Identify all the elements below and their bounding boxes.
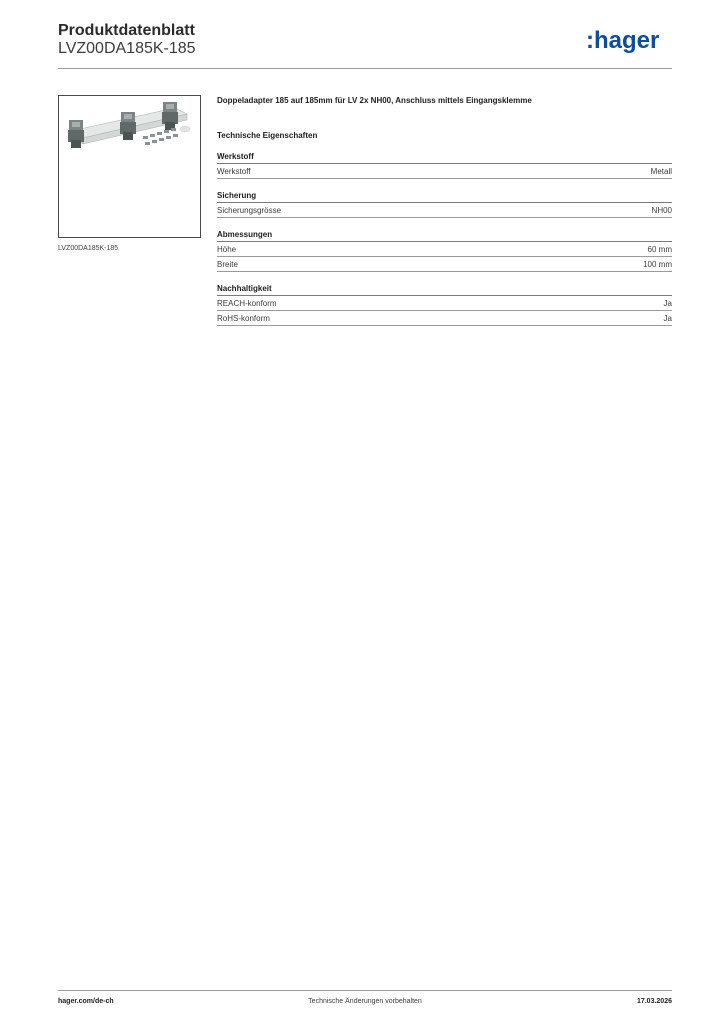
document-date: 17.03.2026 bbox=[636, 998, 672, 1005]
product-description: Doppeladapter 185 auf 185mm für LV 2x NH00, Anschluss mittels Eingangsklemme bbox=[217, 96, 532, 105]
spec-value: NH00 bbox=[651, 206, 672, 215]
spec-label: Werkstoff bbox=[217, 167, 251, 176]
spec-group-werkstoff bbox=[217, 152, 672, 179]
spec-value: Ja bbox=[663, 299, 672, 308]
spec-label: Breite bbox=[217, 260, 238, 269]
clamp-left bbox=[68, 120, 84, 148]
spec-value: Metall bbox=[650, 167, 672, 176]
spec-row bbox=[217, 203, 672, 218]
spec-value: Ja bbox=[663, 314, 672, 323]
spec-row bbox=[217, 311, 672, 326]
product-code: LVZ00DA185K-185 bbox=[58, 40, 196, 57]
spec-row bbox=[217, 164, 672, 179]
spec-group-title: Werkstoff bbox=[217, 152, 672, 164]
hager-logo bbox=[586, 28, 672, 54]
section-title: Technische Eigenschaften bbox=[217, 131, 318, 140]
header-divider bbox=[58, 68, 672, 69]
clamp-middle bbox=[120, 112, 136, 140]
spec-row bbox=[217, 242, 672, 257]
hager-logo-text: :hager bbox=[586, 28, 660, 54]
product-details bbox=[217, 96, 672, 326]
spec-label: Sicherungsgrösse bbox=[217, 206, 282, 215]
spec-value: 60 mm bbox=[647, 245, 672, 254]
legal-notice: Technische Änderungen vorbehalten bbox=[308, 998, 422, 1005]
spec-group-title: Nachhaltigkeit bbox=[217, 284, 672, 296]
footer-divider bbox=[58, 990, 672, 991]
page-title: Produktdatenblatt bbox=[58, 22, 195, 39]
spec-label: REACH-konform bbox=[217, 299, 277, 308]
spec-group-sicherung bbox=[217, 191, 672, 218]
spec-label: Höhe bbox=[217, 245, 237, 254]
page-header bbox=[58, 22, 672, 68]
spec-group-title: Sicherung bbox=[217, 191, 672, 203]
spec-group-abmessungen bbox=[217, 230, 672, 272]
spec-group-nachhaltigkeit bbox=[217, 284, 672, 326]
screws bbox=[143, 128, 178, 145]
image-caption: LVZ00DA185K-185 bbox=[58, 245, 119, 252]
spec-value: 100 mm bbox=[643, 260, 672, 269]
spec-row bbox=[217, 257, 672, 272]
website-link[interactable]: hager.com/de-ch bbox=[58, 998, 114, 1005]
clamp-right bbox=[162, 102, 178, 130]
product-image bbox=[58, 95, 201, 238]
spec-group-title: Abmessungen bbox=[217, 230, 672, 242]
spec-row bbox=[217, 296, 672, 311]
page-footer bbox=[58, 998, 672, 1010]
spec-label: RoHS-konform bbox=[217, 314, 270, 323]
